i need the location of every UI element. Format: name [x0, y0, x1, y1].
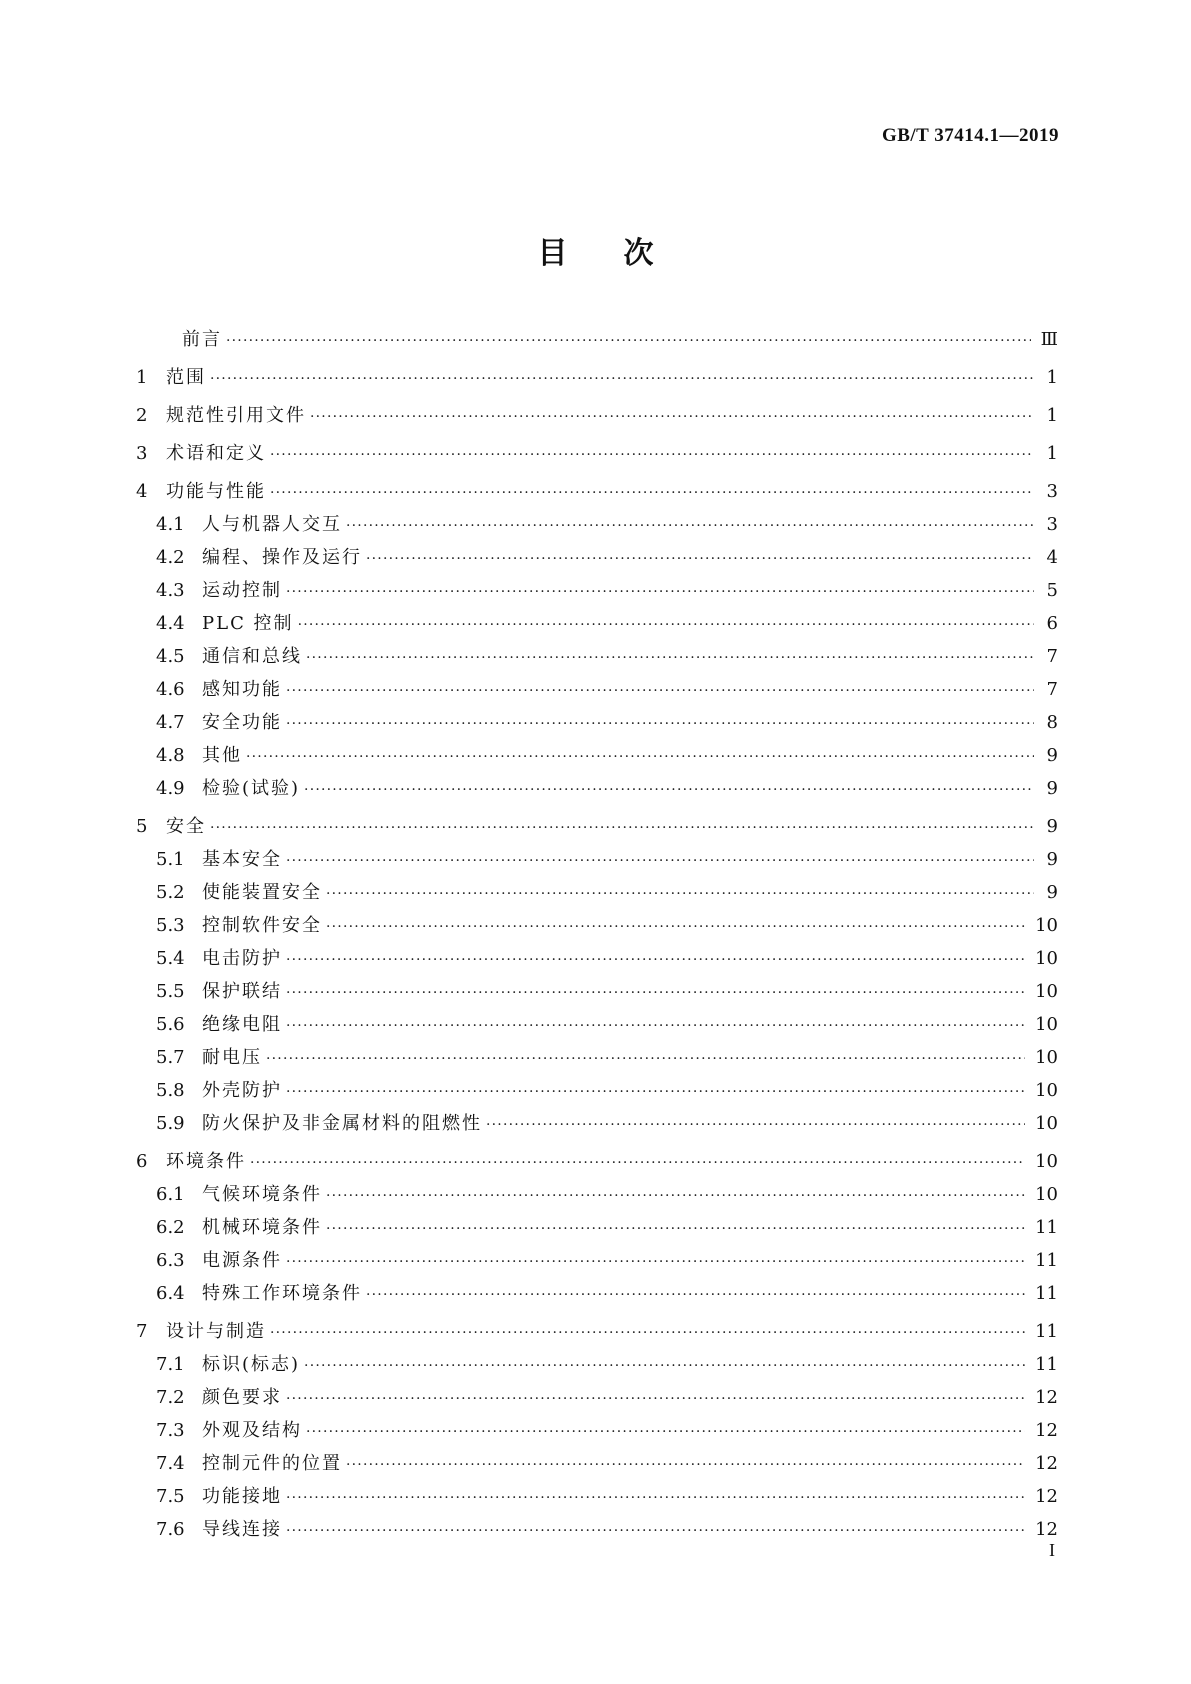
toc-entry[interactable]	[136, 1452, 1058, 1477]
toc-entry-page: 5	[1046, 580, 1058, 601]
toc-dot-leader	[286, 580, 1034, 604]
toc-entry[interactable]	[136, 678, 1058, 703]
toc-entry[interactable]	[136, 1150, 1058, 1175]
toc-entry-label: 环境条件	[166, 1151, 246, 1172]
toc-entry-label: 电击防护	[202, 948, 282, 969]
toc-entry[interactable]	[136, 1518, 1058, 1543]
toc-entry[interactable]	[136, 1013, 1058, 1038]
toc-entry-number: 6	[136, 1151, 148, 1172]
toc-entry-page: 12	[1035, 1453, 1058, 1474]
toc-entry-number: 6.4	[156, 1283, 185, 1304]
toc-entry-number: 7.3	[156, 1420, 185, 1441]
toc-dot-leader	[486, 1113, 1025, 1137]
toc-entry-page: 9	[1046, 882, 1058, 903]
toc-entry-page: 10	[1035, 1151, 1058, 1172]
toc-entry[interactable]	[136, 947, 1058, 972]
toc-dot-leader	[270, 443, 1034, 467]
toc-entry-page: 7	[1046, 679, 1058, 700]
toc-entry-page: 10	[1035, 1047, 1058, 1068]
toc-entry[interactable]	[136, 1249, 1058, 1274]
toc-entry-number: 4.5	[156, 646, 185, 667]
toc-entry-number: 3	[136, 443, 148, 464]
toc-entry-page: 1	[1046, 367, 1058, 388]
toc-entry-label: 范围	[166, 367, 206, 388]
toc-entry-page: 6	[1046, 613, 1058, 634]
toc-entry-page: 10	[1035, 981, 1058, 1002]
toc-entry-label: 特殊工作环境条件	[202, 1283, 362, 1304]
toc-entry-label: 气候环境条件	[202, 1184, 322, 1205]
toc-entry[interactable]	[136, 1485, 1058, 1510]
toc-entry-number: 5.2	[156, 882, 185, 903]
toc-entry[interactable]	[136, 404, 1058, 429]
toc-entry-number: 4.8	[156, 745, 185, 766]
toc-entry-label: 功能与性能	[166, 481, 266, 502]
toc-dot-leader	[286, 981, 1025, 1005]
toc-entry[interactable]	[136, 914, 1058, 939]
toc-dot-leader	[310, 405, 1034, 429]
toc-entry[interactable]	[136, 513, 1058, 538]
toc-dot-leader	[346, 1453, 1025, 1477]
toc-entry[interactable]	[136, 711, 1058, 736]
toc-entry-label: 功能接地	[202, 1486, 282, 1507]
toc-entry-page: 11	[1035, 1283, 1058, 1304]
toc-entry-label: 安全	[166, 816, 206, 837]
toc-entry-number: 4.7	[156, 712, 185, 733]
toc-entry-page: 10	[1035, 915, 1058, 936]
toc-entry[interactable]	[136, 480, 1058, 505]
toc-entry-label: 保护联结	[202, 981, 282, 1002]
toc-entry[interactable]	[136, 579, 1058, 604]
toc-entry-label: 基本安全	[202, 849, 282, 870]
toc-entry[interactable]	[136, 442, 1058, 467]
toc-entry-page: 10	[1035, 1014, 1058, 1035]
toc-entry-number: 5	[136, 816, 148, 837]
toc-dot-leader	[304, 1354, 1025, 1378]
toc-entry-page: 9	[1046, 778, 1058, 799]
toc-entry-number: 5.5	[156, 981, 185, 1002]
toc-entry[interactable]	[136, 1183, 1058, 1208]
toc-entry-label: 术语和定义	[166, 443, 266, 464]
toc-entry-page: 3	[1046, 481, 1058, 502]
toc-entry-label: 感知功能	[202, 679, 282, 700]
toc-entry[interactable]	[136, 366, 1058, 391]
toc-dot-leader	[326, 915, 1025, 939]
toc-dot-leader	[346, 514, 1034, 538]
toc-dot-leader	[286, 948, 1025, 972]
toc-entry-number: 7.2	[156, 1387, 185, 1408]
toc-entry-number: 7.6	[156, 1519, 185, 1540]
toc-entry-label: 通信和总线	[202, 646, 302, 667]
toc-entry-number: 5.8	[156, 1080, 185, 1101]
toc-entry-page: 3	[1046, 514, 1058, 535]
toc-entry-page: 9	[1046, 849, 1058, 870]
toc-entry-label: 控制元件的位置	[202, 1453, 342, 1474]
toc-entry-page: 11	[1035, 1217, 1058, 1238]
toc-dot-leader	[270, 1321, 1025, 1345]
toc-dot-leader	[210, 367, 1034, 391]
toc-dot-leader	[246, 745, 1034, 769]
toc-entry-number: 4	[136, 481, 148, 502]
toc-entry[interactable]	[136, 546, 1058, 571]
toc-dot-leader	[286, 1387, 1025, 1411]
toc-entry[interactable]	[136, 777, 1058, 802]
toc-entry-page: 12	[1035, 1486, 1058, 1507]
toc-dot-leader	[366, 547, 1034, 571]
toc-entry-label: 人与机器人交互	[202, 514, 342, 535]
toc-entry-number: 2	[136, 405, 148, 426]
toc-entry-number: 7	[136, 1321, 148, 1342]
toc-dot-leader	[326, 1184, 1025, 1208]
toc-entry-label: 其他	[202, 745, 242, 766]
toc-entry-number: 5.6	[156, 1014, 185, 1035]
toc-entry[interactable]	[136, 1079, 1058, 1104]
toc-entry-number: 7.5	[156, 1486, 185, 1507]
toc-entry-number: 1	[136, 367, 148, 388]
toc-dot-leader	[286, 679, 1034, 703]
toc-entry-page: Ⅲ	[1040, 329, 1058, 350]
toc-entry-number: 5.7	[156, 1047, 185, 1068]
toc-entry-number: 5.3	[156, 915, 185, 936]
toc-entry-label: 设计与制造	[166, 1321, 266, 1342]
toc-dot-leader	[286, 1014, 1025, 1038]
table-of-contents	[136, 328, 1058, 1543]
toc-entry-label: 编程、操作及运行	[202, 547, 362, 568]
toc-entry-label: 安全功能	[202, 712, 282, 733]
toc-dot-leader	[306, 1420, 1025, 1444]
toc-dot-leader	[366, 1283, 1025, 1307]
toc-dot-leader	[326, 1217, 1025, 1241]
toc-dot-leader	[286, 712, 1034, 736]
toc-entry-label: PLC 控制	[202, 613, 294, 634]
toc-entry-page: 12	[1035, 1387, 1058, 1408]
toc-entry[interactable]	[136, 645, 1058, 670]
toc-entry-label: 控制软件安全	[202, 915, 322, 936]
toc-entry-page: 1	[1046, 443, 1058, 464]
toc-entry[interactable]	[136, 612, 1058, 637]
toc-entry-label: 耐电压	[202, 1047, 262, 1068]
toc-entry-label: 规范性引用文件	[166, 405, 306, 426]
toc-dot-leader	[250, 1151, 1025, 1175]
toc-entry-label: 绝缘电阻	[202, 1014, 282, 1035]
toc-entry-number: 4.9	[156, 778, 185, 799]
toc-dot-leader	[286, 1080, 1025, 1104]
toc-entry-label: 外观及结构	[202, 1420, 302, 1441]
toc-entry[interactable]	[136, 1320, 1058, 1345]
toc-entry-page: 10	[1035, 948, 1058, 969]
toc-entry[interactable]	[136, 1046, 1058, 1071]
toc-entry[interactable]	[136, 881, 1058, 906]
toc-dot-leader	[326, 882, 1034, 906]
toc-entry-page: 12	[1035, 1420, 1058, 1441]
toc-entry-page: 10	[1035, 1113, 1058, 1134]
toc-entry[interactable]	[136, 980, 1058, 1005]
toc-dot-leader	[270, 481, 1034, 505]
toc-entry-label: 机械环境条件	[202, 1217, 322, 1238]
toc-entry-number: 6.3	[156, 1250, 185, 1271]
toc-entry-number: 4.6	[156, 679, 185, 700]
toc-entry-page: 11	[1035, 1250, 1058, 1271]
toc-entry[interactable]	[136, 1353, 1058, 1378]
toc-entry-page: 1	[1046, 405, 1058, 426]
toc-entry-page: 7	[1046, 646, 1058, 667]
toc-entry[interactable]	[136, 815, 1058, 840]
toc-entry-number: 5.9	[156, 1113, 185, 1134]
toc-entry[interactable]	[136, 1419, 1058, 1444]
toc-entry-number: 5.4	[156, 948, 185, 969]
toc-dot-leader	[210, 816, 1034, 840]
toc-entry-number: 5.1	[156, 849, 185, 870]
toc-entry[interactable]	[136, 744, 1058, 769]
toc-entry-label: 防火保护及非金属材料的阻燃性	[202, 1113, 482, 1134]
toc-entry-label: 标识(标志)	[202, 1354, 301, 1375]
toc-entry-number: 4.1	[156, 514, 185, 535]
toc-entry-page: 10	[1035, 1184, 1058, 1205]
toc-entry-page: 9	[1046, 816, 1058, 837]
toc-entry-label: 导线连接	[202, 1519, 282, 1540]
toc-entry[interactable]	[136, 328, 1058, 353]
toc-dot-leader	[226, 329, 1031, 353]
toc-entry-number: 4.3	[156, 580, 185, 601]
toc-entry-number: 4.2	[156, 547, 185, 568]
toc-entry-number: 6.2	[156, 1217, 185, 1238]
toc-entry-label: 电源条件	[202, 1250, 282, 1271]
toc-dot-leader	[286, 1250, 1025, 1274]
toc-entry-label: 检验(试验)	[202, 778, 301, 799]
toc-entry-page: 9	[1046, 745, 1058, 766]
toc-entry-page: 11	[1035, 1354, 1058, 1375]
toc-entry-number: 7.1	[156, 1354, 185, 1375]
toc-entry[interactable]	[136, 1386, 1058, 1411]
toc-entry[interactable]	[136, 1216, 1058, 1241]
toc-entry-page: 4	[1046, 547, 1058, 568]
toc-dot-leader	[286, 849, 1034, 873]
toc-entry-page: 11	[1035, 1321, 1058, 1342]
toc-entry-label: 运动控制	[202, 580, 282, 601]
toc-dot-leader	[266, 1047, 1025, 1071]
toc-entry-number: 7.4	[156, 1453, 185, 1474]
toc-entry-label: 前言	[182, 329, 222, 350]
toc-entry[interactable]	[136, 848, 1058, 873]
toc-entry-page: 12	[1035, 1519, 1058, 1540]
toc-entry-label: 使能装置安全	[202, 882, 322, 903]
page-title: 目次	[537, 236, 710, 271]
toc-dot-leader	[286, 1519, 1025, 1543]
toc-entry-number: 4.4	[156, 613, 185, 634]
toc-entry-page: 8	[1046, 712, 1058, 733]
toc-dot-leader	[286, 1486, 1025, 1510]
toc-dot-leader	[306, 646, 1034, 670]
toc-entry-label: 外壳防护	[202, 1080, 282, 1101]
toc-dot-leader	[304, 778, 1034, 802]
toc-entry-number: 6.1	[156, 1184, 185, 1205]
page-number: I	[1049, 1540, 1055, 1560]
toc-entry[interactable]	[136, 1112, 1058, 1137]
toc-entry-label: 颜色要求	[202, 1387, 282, 1408]
standard-code: GB/T 37414.1—2019	[881, 125, 1059, 146]
toc-entry[interactable]	[136, 1282, 1058, 1307]
toc-entry-page: 10	[1035, 1080, 1058, 1101]
toc-dot-leader	[298, 613, 1034, 637]
